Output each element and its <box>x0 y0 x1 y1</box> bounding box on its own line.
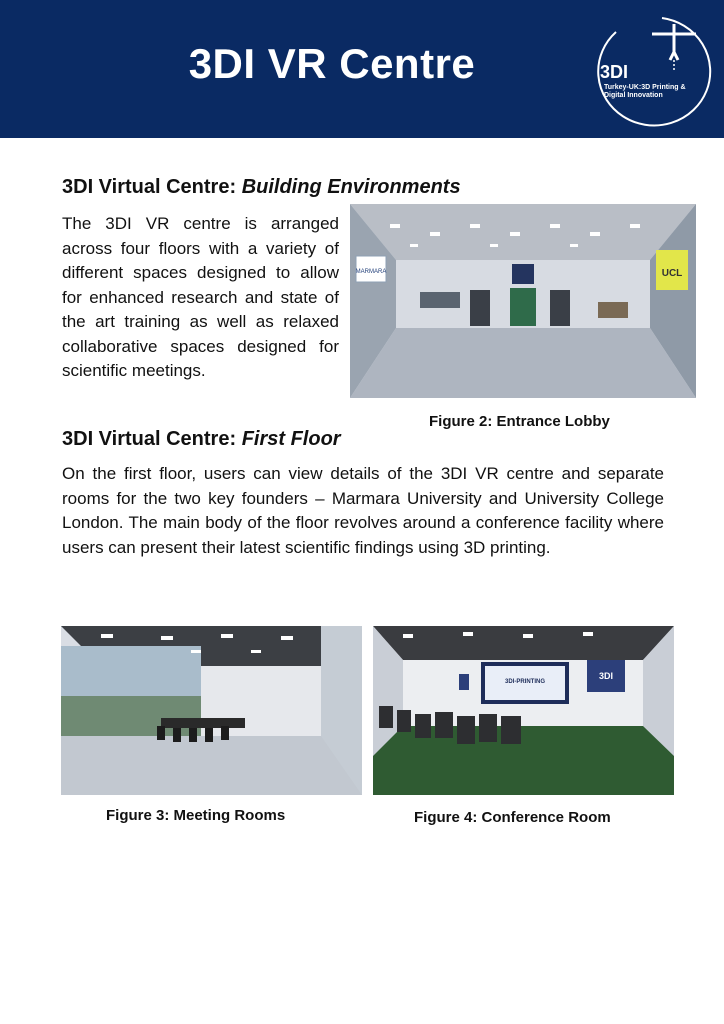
conference-poster-text: 3DI <box>598 671 614 681</box>
logo-wordmark: 3DI <box>600 62 629 82</box>
section-heading-first-floor <box>62 428 341 451</box>
lobby-sign-left: MARMARA <box>355 269 387 275</box>
page-title: 3DI VR Centre <box>188 40 476 87</box>
conference-screen-text: 3DI-PRINTING <box>504 679 546 685</box>
figure-2-caption: Figure 2: Entrance Lobby <box>429 413 610 430</box>
lobby-sign-right: UCL <box>661 268 683 279</box>
heading-emphasis: First Floor <box>241 428 341 450</box>
heading-emphasis: Building Environments <box>241 176 461 198</box>
3di-logo <box>592 12 716 130</box>
conference-room-image <box>373 626 674 795</box>
section-body-first-floor: On the first floor, users can view details of the 3DI VR centre and separate rooms for the two key founders – Marmara University and University College London. The main body of the floor revolves around a conference facility where users can present their latest scientific findings using 3D printing. <box>62 464 664 557</box>
section-body-building-environments: The 3DI VR centre is arranged across four floors with a variety of different spaces designed to allow for enhanced research and state of the art training as well as relaxed collaborative spaces designed for scientific meetings. <box>62 214 339 380</box>
entrance-lobby-image <box>350 204 696 398</box>
heading-prefix: 3DI Virtual Centre: <box>62 428 242 450</box>
section-heading-building-environments <box>62 176 461 199</box>
figure-3-caption: Figure 3: Meeting Rooms <box>106 807 286 824</box>
figure-4-caption: Figure 4: Conference Room <box>414 809 611 826</box>
meeting-rooms-image <box>61 626 362 795</box>
heading-prefix: 3DI Virtual Centre: <box>62 176 242 198</box>
logo-tagline: Turkey-UK:3D Printing & Digital Innovation <box>604 84 686 99</box>
header-banner <box>0 0 724 138</box>
